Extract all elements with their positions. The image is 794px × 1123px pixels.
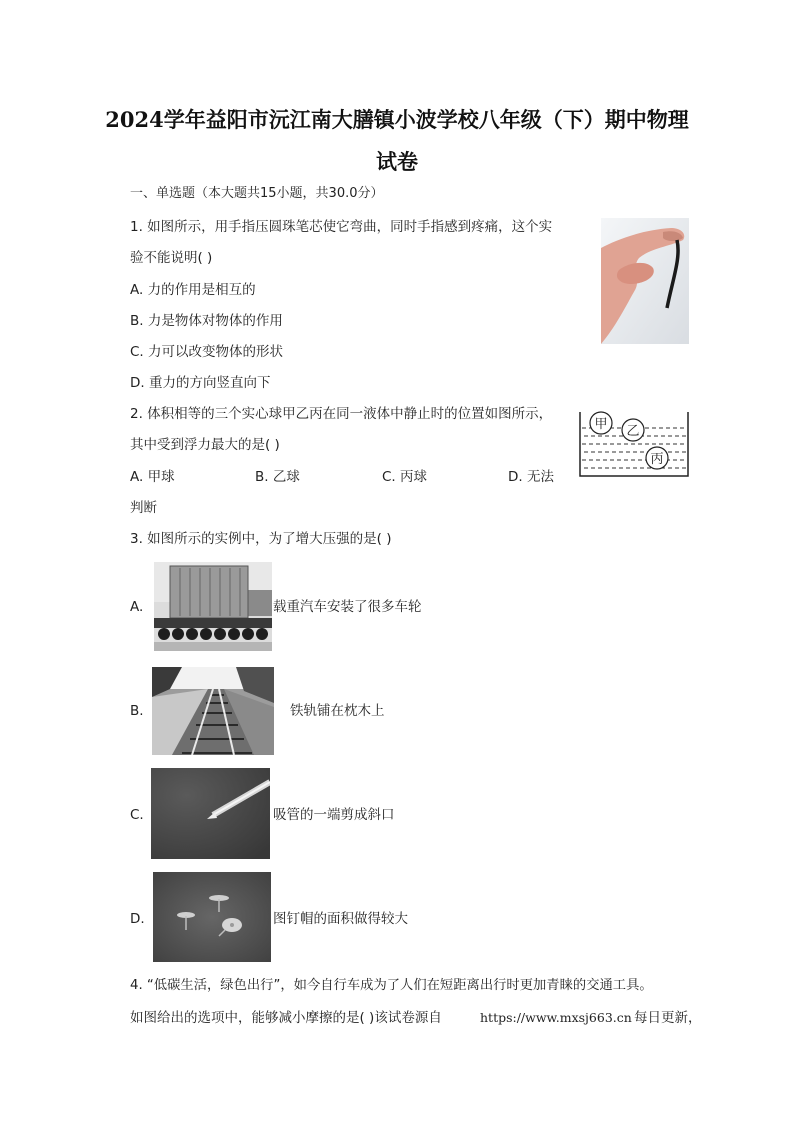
ball-jia-label: 甲 [594, 417, 608, 432]
q2-option-d: D. 无法 [508, 469, 554, 485]
q1-stem-line1: 1. 如图所示，用手指压圆珠笔芯使它弯曲，同时手指感到疼痛，这个实 [130, 219, 553, 235]
q3-option-a-text: 载重汽车安装了很多车轮 [273, 599, 422, 615]
q2-stem-line1: 2. 体积相等的三个实心球甲乙丙在同一液体中静止时的位置如图所示， [130, 406, 553, 422]
q1-option-b: B. 力是物体对物体的作用 [130, 313, 283, 329]
q2-option-b: B. 乙球 [255, 469, 300, 485]
q1-stem-line2: 验不能说明( ) [130, 250, 213, 266]
q2-stem-line2: 其中受到浮力最大的是( ) [130, 437, 280, 453]
q3-option-d-text: 图钉帽的面积做得较大 [273, 911, 408, 927]
q3-stem: 3. 如图所示的实例中，为了增大压强的是( ) [130, 531, 392, 547]
source-link[interactable]: https://www.mxsj663.cn [480, 1010, 632, 1025]
straw-photo [151, 768, 270, 859]
q1-option-a: A. 力的作用是相互的 [130, 282, 256, 298]
q2-option-c: C. 丙球 [382, 469, 428, 485]
page-title: 2024学年益阳市沅江南大膳镇小波学校八年级（下）期中物理 [105, 107, 689, 132]
ball-bing-label: 丙 [650, 452, 664, 467]
thumbtack-photo [153, 872, 271, 962]
q2-option-d-tail: 判断 [130, 500, 157, 516]
section-heading: 一、单选题（本大题共15小题，共30.0分） [130, 186, 384, 201]
finger-pen-photo [601, 218, 689, 344]
q4-stem-line2-tail: 每日更新， [634, 1010, 702, 1026]
q3-option-b-text: 铁轨铺在枕木上 [290, 703, 385, 719]
q3-option-c-text: 吸管的一端剪成斜口 [273, 807, 395, 823]
q3-option-a-letter: A. [130, 599, 144, 615]
q1-option-c: C. 力可以改变物体的形状 [130, 344, 284, 360]
buoyancy-diagram [578, 408, 690, 478]
q3-option-b-letter: B. [130, 703, 144, 719]
railway-track-photo [152, 667, 274, 755]
q2-option-a: A. 甲球 [130, 469, 175, 485]
q3-option-d-letter: D. [130, 911, 145, 927]
q1-option-d: D. 重力的方向竖直向下 [130, 375, 271, 391]
q3-option-c-letter: C. [130, 807, 144, 823]
page-title-line2: 试卷 [376, 149, 418, 174]
q4-stem-line1: 4. “低碳生活，绿色出行”，如今自行车成为了人们在短距离出行时更加青睐的交通工具。 [130, 978, 653, 993]
heavy-truck-photo [154, 562, 272, 651]
q4-stem-line2: 如图给出的选项中，能够减小摩擦的是( )该试卷源自 [130, 1010, 442, 1026]
ball-yi-label: 乙 [626, 424, 640, 439]
